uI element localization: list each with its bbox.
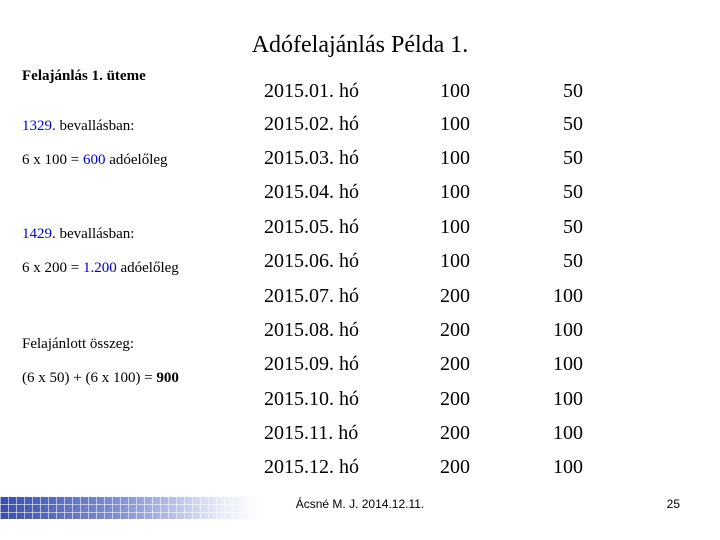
table-cell-advance: 200 [440, 285, 470, 307]
table-cell-offer: 100 [553, 353, 583, 375]
table-cell-offer: 50 [563, 216, 583, 238]
table-cell-advance: 200 [440, 319, 470, 341]
return-1329-number: 1329. [22, 118, 56, 134]
table-cell-offer: 50 [563, 147, 583, 169]
table-cell-month: 2015.08. hó [264, 319, 359, 341]
return-1329-label [22, 116, 134, 136]
table-cell-advance: 100 [440, 181, 470, 203]
table-cell-offer: 50 [563, 250, 583, 272]
table-cell-offer: 50 [563, 181, 583, 203]
table-cell-month: 2015.01. hó [264, 80, 359, 102]
schedule-heading: Felajánlás 1. üteme [22, 68, 146, 84]
table-cell-month: 2015.04. hó [264, 181, 359, 203]
table-cell-advance: 100 [440, 250, 470, 272]
footer-author: Ácsné M. J. 2014.12.11. [295, 497, 425, 511]
return-1429-number: 1429. [22, 226, 56, 242]
table-cell-offer: 100 [553, 422, 583, 444]
page-number: 25 [666, 497, 680, 511]
table-cell-advance: 200 [440, 353, 470, 375]
table-cell-month: 2015.09. hó [264, 353, 359, 375]
table-cell-advance: 100 [440, 147, 470, 169]
slide-title: Adófelajánlás Példa 1. [251, 32, 469, 58]
table-cell-offer: 100 [553, 319, 583, 341]
table-cell-advance: 200 [440, 388, 470, 410]
advance-600-formula: 6 x 100 = 600 adóelőleg [22, 152, 168, 168]
table-cell-offer: 100 [553, 456, 583, 478]
advance-1200-formula: 6 x 200 = 1.200 adóelőleg [22, 260, 179, 276]
offered-amount-formula: (6 x 50) + (6 x 100) = 900 [22, 370, 179, 386]
table-cell-month: 2015.07. hó [264, 285, 359, 307]
table-cell-month: 2015.10. hó [264, 388, 359, 410]
return-1329-text: bevallásban: [55, 118, 135, 134]
table-cell-month: 2015.03. hó [264, 147, 359, 169]
return-1429-label [22, 224, 134, 244]
table-cell-month: 2015.02. hó [264, 113, 359, 135]
table-cell-advance: 200 [440, 422, 470, 444]
table-cell-advance: 100 [440, 80, 470, 102]
table-cell-offer: 100 [553, 285, 583, 307]
offered-amount-label: Felajánlott összeg: [22, 336, 135, 352]
table-cell-month: 2015.11. hó [264, 422, 359, 444]
return-1429-text: bevallásban: [55, 226, 135, 242]
table-cell-offer: 50 [563, 113, 583, 135]
table-cell-month: 2015.06. hó [264, 250, 359, 272]
table-cell-advance: 100 [440, 216, 470, 238]
table-cell-offer: 100 [553, 388, 583, 410]
table-cell-advance: 200 [440, 456, 470, 478]
table-cell-month: 2015.05. hó [264, 216, 359, 238]
table-cell-month: 2015.12. hó [264, 456, 359, 478]
table-cell-offer: 50 [563, 80, 583, 102]
table-cell-advance: 100 [440, 113, 470, 135]
